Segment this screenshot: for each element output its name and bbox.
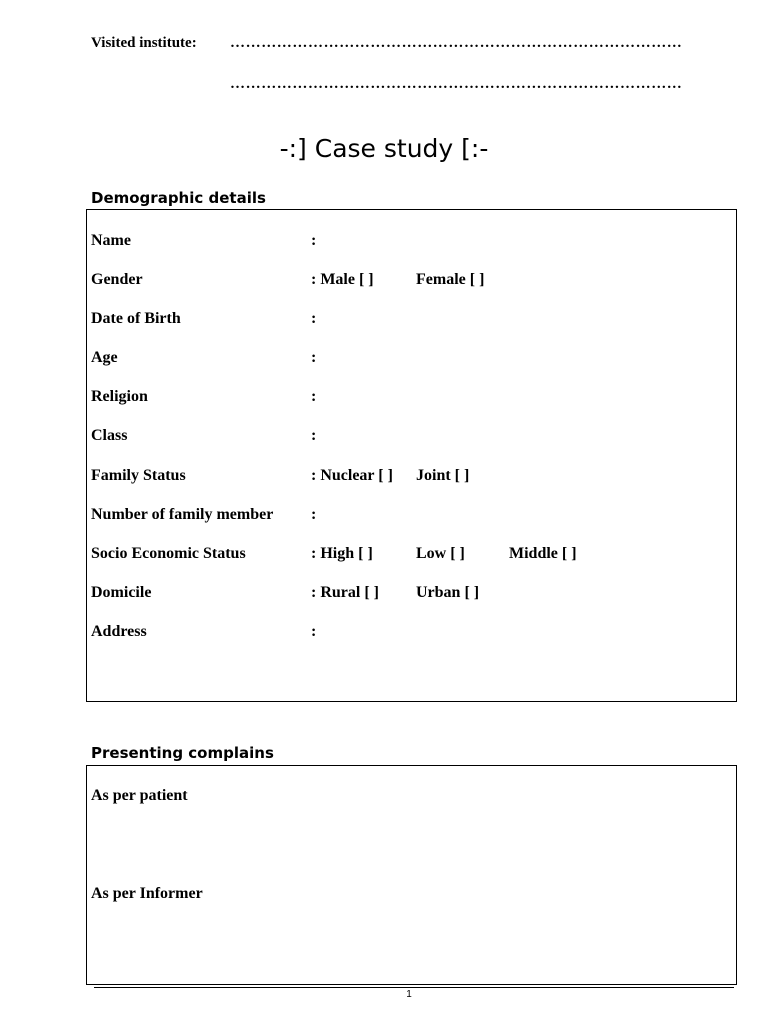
demographic-details-box xyxy=(86,209,737,702)
option-joint[interactable]: Joint [ ] xyxy=(416,467,470,484)
field-name[interactable]: : xyxy=(311,232,317,249)
label-religion: Religion xyxy=(91,388,148,405)
label-class: Class xyxy=(91,427,128,444)
label-age: Age xyxy=(91,349,118,366)
option-female[interactable]: Female [ ] xyxy=(416,271,485,288)
label-date-of-birth: Date of Birth xyxy=(91,310,181,327)
option-middle[interactable]: Middle [ ] xyxy=(509,545,577,562)
label-socio-economic-status: Socio Economic Status xyxy=(91,545,246,562)
as-per-informer-label: As per Informer xyxy=(91,885,203,902)
as-per-patient-label: As per patient xyxy=(91,787,188,804)
footer-divider xyxy=(94,987,734,988)
label-domicile: Domicile xyxy=(91,584,152,601)
label-name: Name xyxy=(91,232,131,249)
field-date-of-birth[interactable]: : xyxy=(311,310,317,327)
option-urban[interactable]: Urban [ ] xyxy=(416,584,480,601)
option-low[interactable]: Low [ ] xyxy=(416,545,465,562)
visited-institute-label: Visited institute: xyxy=(91,35,197,51)
label-gender: Gender xyxy=(91,271,143,288)
visited-institute-blank-line-1[interactable]: …………………………………………………………………………… xyxy=(230,35,683,51)
field-religion[interactable]: : xyxy=(311,388,317,405)
option-rural[interactable]: : Rural [ ] xyxy=(311,584,379,601)
option-nuclear[interactable]: : Nuclear [ ] xyxy=(311,467,393,484)
field-number-of-family-member[interactable]: : xyxy=(311,506,317,523)
label-number-of-family-member: Number of family member xyxy=(91,506,274,523)
field-address[interactable]: : xyxy=(311,623,317,640)
presenting-complains-heading: Presenting complains xyxy=(91,744,274,762)
option-male[interactable]: : Male [ ] xyxy=(311,271,374,288)
field-age[interactable]: : xyxy=(311,349,317,366)
page-title: -:] Case study [:- xyxy=(279,134,489,163)
visited-institute-blank-line-2[interactable]: …………………………………………………………………………… xyxy=(230,76,683,92)
page-number: 1 xyxy=(406,989,412,1000)
field-class[interactable]: : xyxy=(311,427,317,444)
option-high[interactable]: : High [ ] xyxy=(311,545,373,562)
demographic-details-heading: Demographic details xyxy=(91,189,266,207)
label-address: Address xyxy=(91,623,147,640)
label-family-status: Family Status xyxy=(91,467,186,484)
